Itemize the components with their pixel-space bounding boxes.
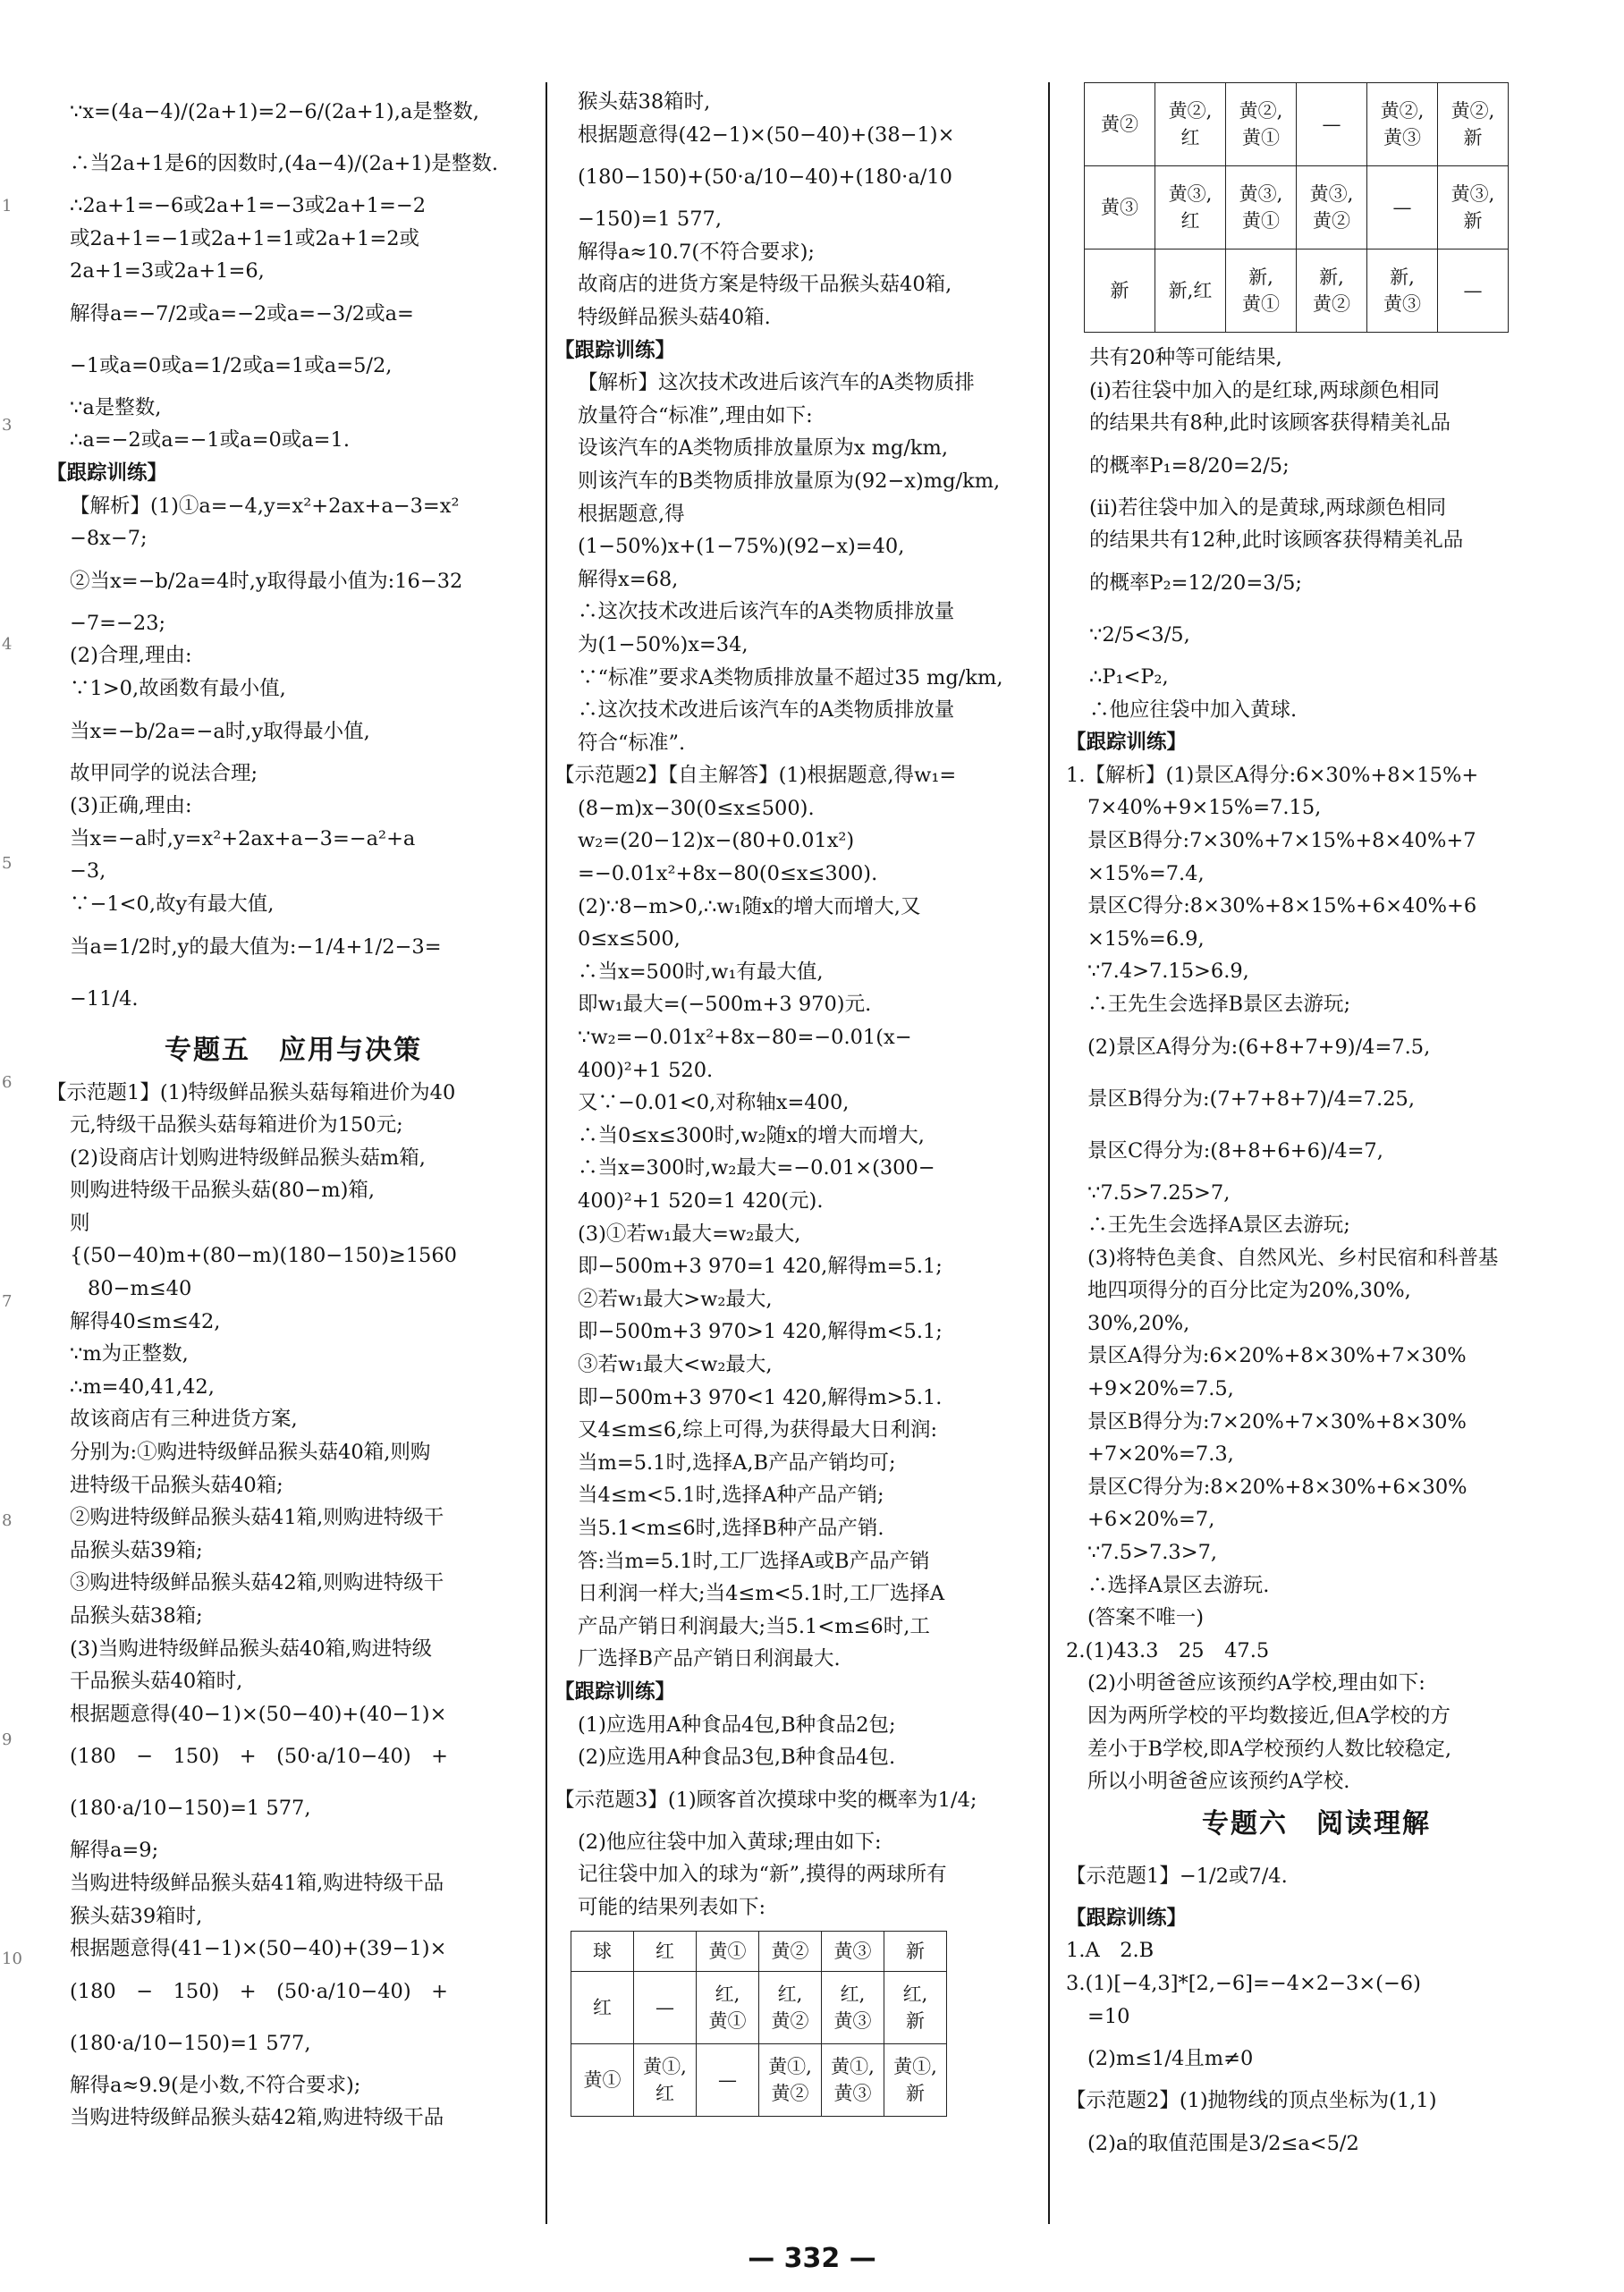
text-line: (3)正确,理由: [70,794,192,818]
text-line: ∵2/5<3/5, [1089,622,1190,647]
text-line: 放量符合“标准”,理由如下: [578,403,813,427]
text-line: 景区B得分为:7×20%+7×30%+8×30% [1087,1409,1467,1434]
text-line: 地四项得分的百分比定为20%,30%, [1087,1279,1411,1303]
text-line: (3)将特色美食、自然风光、乡村民宿和科普基 [1087,1246,1499,1270]
text-line: =10 [1087,2004,1130,2028]
margin-mark: 1 [2,197,13,216]
text-line: ∵a是整数, [70,395,162,419]
margin-mark: 8 [2,1511,13,1530]
text-line: ③购进特级鲜品猴头菇42箱,则购进特级干 [70,1571,444,1595]
text-line: ∴2a+1=−6或2a+1=−3或2a+1=−2 [70,194,427,217]
table-row [1085,166,1509,249]
col1-lines [47,86,540,1025]
text-line: 或2a+1=−1或2a+1=1或2a+1=2或 [70,226,420,250]
text-line: (2)应选用A种食品3包,B种食品4包. [578,1746,896,1770]
text-line: ∴a=−2或a=−1或a=0或a=1. [70,428,351,452]
text-line: ②若w₁最大>w₂最大, [578,1287,773,1311]
text-line: 7×40%+9×15%=7.15, [1087,796,1322,820]
table-cell: 红, 新 [884,1972,947,2044]
column-1 [47,86,540,2135]
text-line: 则 [70,1211,90,1235]
text-line: 当购进特级鲜品猴头菇42箱,购进特级干品 [70,2106,444,2130]
text-line: 进特级干品猴头菇40箱; [70,1473,283,1497]
text-line: 解得a=−7/2或a=−2或a=−3/2或a= [70,301,414,326]
text-line: 即−500m+3 970<1 420,解得m>5.1. [578,1385,943,1409]
text-line: (ⅰ)若往袋中加入的是红球,两球颜色相同 [1089,378,1440,402]
text-line: 【解析】这次技术改进后该汽车的A类物质排 [578,371,975,395]
text-line: 答:当m=5.1时,工厂选择A或B产品产销 [578,1549,930,1573]
text-line: ∵7.5>7.25>7, [1087,1180,1231,1205]
text-line: 【示范题3】(1)顾客首次摸球中奖的概率为1/4; [554,1788,977,1812]
table-cell: 黄① [697,1932,759,1972]
text-line: 【示范题1】(1)特级鲜品猴头菇每箱进价为40 [47,1080,456,1104]
text-line: (2)小明爸爸应该预约A学校,理由如下: [1087,1671,1425,1696]
text-line: 所以小明爸爸应该预约A学校. [1087,1770,1350,1794]
text-line: 即w₁最大=(−500m+3 970)元. [578,993,872,1017]
table-cell: 红 [634,1932,697,1972]
text-line: 【跟踪训练】 [1066,731,1188,755]
text-line: ∴他应往袋中加入黄球. [1089,698,1298,722]
table-cell: 黄③ [1085,166,1155,249]
text-line: +7×20%=7.3, [1087,1442,1234,1467]
text-line: 【解析】(1)①a=−4,y=x²+2ax+a−3=x² [70,494,460,518]
text-line: 2.(1)43.3 25 47.5 [1066,1638,1270,1662]
text-line: 【跟踪训练】 [47,461,168,485]
table-row [571,2044,947,2117]
text-line: 故甲同学的说法合理; [70,761,258,785]
table-cell: — [1367,166,1438,249]
table-cell: 红, 黄② [759,1972,822,2044]
margin-mark: 7 [2,1292,13,1311]
text-line: 即−500m+3 970=1 420,解得m=5.1; [578,1255,943,1279]
text-line: (2)a的取值范围是3/2≤a<5/2 [1087,2131,1359,2155]
text-line: (180−150)+(50·a/10−40)+(180·a/10 [578,165,952,190]
col1-lines-2 [47,1077,540,2135]
text-line: (2)∵8−m>0,∴w₁随x的增大而增大,又 [578,894,921,918]
result-table-part-1 [571,1931,947,2117]
column-3 [1066,86,1567,2169]
text-line: 则购进特级干品猴头菇(80−m)箱, [70,1179,376,1203]
text-line: 因为两所学校的平均数接近,但A学校的方 [1087,1704,1451,1728]
text-line: (3)当购进特级鲜品猴头菇40箱,购进特级 [70,1637,433,1661]
text-line: ∴这次技术改进后该汽车的A类物质排放量 [578,600,955,624]
text-line: 景区B得分为:(7+7+8+7)/4=7.25, [1087,1087,1415,1111]
text-line: ∵7.5>7.3>7, [1087,1541,1218,1565]
text-line: 猴头菇38箱时, [578,90,711,114]
text-line: ∴当0≤x≤300时,w₂随x的增大而增大, [578,1123,925,1147]
table-cell: — [1297,83,1367,166]
text-line: ∵−1<0,故y有最大值, [70,892,275,916]
text-line: 干品猴头菇40箱时, [70,1670,243,1694]
table-cell: 黄③, 黄② [1297,166,1367,249]
left-margin-marks [0,0,20,2292]
text-line: 【跟踪训练】 [1066,1906,1188,1930]
text-line: 0≤x≤500, [578,927,681,951]
text-line: ×15%=6.9, [1087,926,1205,951]
text-line: ∴王先生会选择A景区去游玩; [1087,1214,1350,1238]
text-line: ∴选择A景区去游玩. [1087,1573,1270,1597]
text-line: {(50−40)m+(80−m)(180−150)≥1560 [70,1244,457,1268]
text-line: 共有20种等可能结果, [1089,346,1282,369]
text-line: ∵7.4>7.15>6.9, [1087,960,1249,984]
text-line: 根据题意,得 [578,502,685,526]
section-title: 专题五 应用与决策 [165,1034,422,1066]
text-line: w₂=(20−12)x−(80+0.01x²) [578,829,855,853]
text-line: ∵w₂=−0.01x²+8x−80=−0.01(x− [578,1026,912,1050]
text-line: 即−500m+3 970>1 420,解得m<5.1; [578,1320,943,1344]
table-cell: 新, 黄① [1226,249,1297,333]
text-line: 解得a=9; [70,1839,159,1863]
margin-mark: 9 [2,1730,13,1749]
text-line: ∴王先生会选择B景区去游玩; [1087,992,1351,1016]
section-title: 专题六 阅读理解 [1202,1807,1431,1840]
text-line: 品猴头菇39箱; [70,1538,203,1562]
text-line: 元,特级干品猴头菇每箱进价为150元; [70,1113,403,1138]
table-cell: 黄①, 红 [634,2044,697,2117]
text-line: (2)他应往袋中加入黄球;理由如下: [578,1830,882,1854]
margin-mark: 3 [2,416,13,435]
text-line: 当x=−b/2a=−a时,y取得最小值, [70,719,370,743]
text-line: 分别为:①购进特级鲜品猴头菇40箱,则购 [70,1441,431,1465]
text-line: 3.(1)[−4,3]*[2,−6]=−4×2−3×(−6) [1066,1971,1421,1995]
text-line: 当a=1/2时,y的最大值为:−1/4+1/2−3= [70,935,442,959]
table-cell: — [697,2044,759,2117]
text-line: 厂选择B产品产销日利润最大. [578,1647,841,1671]
table-cell: 黄②, 黄① [1226,83,1297,166]
text-line: 景区A得分为:6×20%+8×30%+7×30% [1087,1344,1467,1368]
text-line: 的结果共有12种,此时该顾客获得精美礼品 [1089,529,1464,553]
text-line: (2)m≤1/4且m≠0 [1087,2047,1254,2071]
text-line: (2)景区A得分为:(6+8+7+9)/4=7.5, [1087,1035,1431,1059]
text-line: 当购进特级鲜品猴头菇41箱,购进特级干品 [70,1871,444,1895]
text-line: 品猴头菇38箱; [70,1604,203,1628]
table-cell: 黄①, 新 [884,2044,947,2117]
text-line: 的概率P₁=8/20=2/5; [1089,453,1290,478]
text-line: 【跟踪训练】 [554,338,676,362]
column-divider [1048,82,1050,2224]
text-line: −7=−23; [70,611,166,635]
table-cell: 新, 黄③ [1367,249,1438,333]
text-line: 400)²+1 520. [578,1058,714,1082]
text-line: (2)设商店计划购进特级鲜品猴头菇m箱, [70,1146,426,1170]
text-line: 解得a≈10.7(不符合要求); [578,240,816,264]
text-line: ∵m为正整数, [70,1342,189,1366]
text-line: 则该汽车的B类物质排放量原为(92−x)mg/km, [578,469,1001,493]
text-line: ×15%=7.4, [1087,861,1205,885]
table-cell: 黄③, 新 [1438,166,1509,249]
text-line: (2)合理,理由: [70,644,192,668]
text-line: 记往袋中加入的球为“新”,摸得的两球所有 [578,1863,947,1887]
text-line: 景区B得分:7×30%+7×15%+8×40%+7 [1087,828,1476,852]
table-row [571,1972,947,2044]
table-cell: 黄② [1085,83,1155,166]
text-line: ②购进特级鲜品猴头菇41箱,则购进特级干 [70,1506,444,1530]
text-line: 的概率P₂=12/20=3/5; [1089,571,1302,595]
margin-mark: 5 [2,854,13,873]
text-line: 可能的结果列表如下: [578,1895,766,1919]
text-line: 故该商店有三种进货方案, [70,1408,298,1432]
table-cell: 黄③, 红 [1155,166,1226,249]
text-line: ∴这次技术改进后该汽车的A类物质排放量 [578,698,955,723]
text-line: 符合“标准”. [578,731,686,755]
text-line: 【示范题2】【自主解答】(1)根据题意,得w₁= [554,764,957,788]
text-line: ∴当x=500时,w₁有最大值, [578,960,824,984]
text-line: =−0.01x²+8x−80(0≤x≤300). [578,862,878,886]
text-line: (1)应选用A种食品4包,B种食品2包; [578,1713,896,1737]
text-line: 产品产销日利润最大;当5.1<m≤6时,工 [578,1614,930,1638]
text-line: ∵x=(4a−4)/(2a+1)=2−6/(2a+1),a是整数, [70,100,479,123]
text-line: 解得40≤m≤42, [70,1309,221,1333]
table-cell: 黄②, 红 [1155,83,1226,166]
text-line: (答案不唯一) [1087,1606,1205,1630]
text-line: −1或a=0或a=1/2或a=1或a=5/2, [70,353,393,377]
text-line: ∵1>0,故函数有最小值, [70,676,286,700]
text-line: ∴当2a+1是6的因数时,(4a−4)/(2a+1)是整数. [70,152,499,175]
text-line: 【示范题2】(1)抛物线的顶点坐标为(1,1) [1066,2089,1437,2113]
text-line: 80−m≤40 [88,1277,192,1301]
page-number: — 332 — [748,2243,876,2274]
text-line: 30%,20%, [1087,1311,1190,1335]
margin-mark: 6 [2,1073,13,1092]
table-cell: 黄② [759,1932,822,1972]
table-cell: 黄②, 新 [1438,83,1509,166]
result-table-part-2 [1084,82,1509,333]
text-line: 【示范题1】−1/2或7/4. [1066,1864,1288,1888]
text-line: ③若w₁最大<w₂最大, [578,1352,773,1376]
text-line: 1.A 2.B [1066,1939,1155,1963]
text-line: (180·a/10−150)=1 577, [70,2031,311,2055]
text-line: 景区C得分为:8×20%+8×30%+6×30% [1087,1475,1468,1499]
column-2 [554,86,1039,2126]
text-line: 的结果共有8种,此时该顾客获得精美礼品 [1089,411,1451,436]
text-line: 设该汽车的A类物质排放量原为x mg/km, [578,436,949,461]
text-line: 根据题意得(42−1)×(50−40)+(38−1)× [578,123,955,147]
text-line: 当x=−a时,y=x²+2ax+a−3=−a²+a [70,826,416,850]
text-line: ∴m=40,41,42, [70,1374,215,1399]
text-line: −11/4. [70,986,139,1011]
text-line: 又4≤m≤6,综上可得,为获得最大日利润: [578,1418,938,1442]
text-line: ∴P₁<P₂, [1089,664,1169,689]
col2-lines [554,86,1039,1924]
text-line: 差小于B学校,即A学校预约人数比较稳定, [1087,1737,1452,1761]
text-line: (180·a/10−150)=1 577, [70,1797,311,1821]
text-line: +6×20%=7, [1087,1508,1215,1532]
text-line: +9×20%=7.5, [1087,1377,1234,1401]
text-line: (3)①若w₁最大=w₂最大, [578,1222,801,1246]
text-line: ∵“标准”要求A类物质排放量不超过35 mg/km, [578,665,1003,689]
table-cell: 红 [571,1972,634,2044]
table-cell: — [1438,249,1509,333]
margin-mark: 4 [2,635,13,654]
text-line: 特级鲜品猴头菇40箱. [578,305,771,329]
table-cell: 黄① [571,2044,634,2117]
text-line: 根据题意得(41−1)×(50−40)+(39−1)× [70,1937,447,1961]
table-row [571,1932,947,1972]
table-cell: 新,红 [1155,249,1226,333]
table-cell: 新, 黄② [1297,249,1367,333]
table-cell: 黄①, 黄③ [822,2044,884,2117]
text-line: 景区C得分:8×30%+8×15%+6×40%+6 [1087,894,1477,918]
text-line: −8x−7; [70,527,148,551]
table-cell: 黄②, 黄③ [1367,83,1438,166]
text-line: (1−50%)x+(1−75%)(92−x)=40, [578,535,905,559]
text-line: 解得x=68, [578,567,679,591]
text-line: 400)²+1 520=1 420(元). [578,1189,824,1213]
table-cell: 黄①, 黄② [759,2044,822,2117]
text-line: 猴头菇39箱时, [70,1904,203,1928]
text-line: 景区C得分为:(8+8+6+6)/4=7, [1087,1138,1383,1163]
text-line: 2a+1=3或2a+1=6, [70,259,265,283]
table-cell: 新 [1085,249,1155,333]
text-line: (180 − 150) + (50·a/10−40) + [70,1745,448,1769]
text-line: (8−m)x−30(0≤x≤500). [578,796,815,820]
table-cell: 黄③ [822,1932,884,1972]
table-cell: 红, 黄① [697,1972,759,2044]
text-line: 当4≤m<5.1时,选择A种产品产销; [578,1484,884,1508]
text-line: ②当x=−b/2a=4时,y取得最小值为:16−32 [70,569,463,593]
table-cell: — [634,1972,697,2044]
text-line: 【跟踪训练】 [554,1679,676,1704]
table-cell: 新 [884,1932,947,1972]
text-line: 当m=5.1时,选择A,B产品产销均可; [578,1450,896,1475]
text-line: 日利润一样大;当4≤m<5.1时,工厂选择A [578,1582,945,1606]
text-line: 当5.1<m≤6时,选择B种产品产销. [578,1516,884,1540]
text-line: ∴当x=300时,w₂最大=−0.01×(300− [578,1156,935,1180]
text-line: −150)=1 577, [578,207,722,232]
table-cell: 黄③, 黄① [1226,166,1297,249]
text-line: 又∵−0.01<0,对称轴x=400, [578,1091,850,1115]
column-divider [546,82,547,2224]
table-row [1085,83,1509,166]
text-line: 解得a≈9.9(是小数,不符合要求); [70,2073,361,2097]
text-line: 为(1−50%)x=34, [578,632,749,656]
text-line: (ⅱ)若往袋中加入的是黄球,两球颜色相同 [1089,495,1447,520]
text-line: 根据题意得(40−1)×(50−40)+(40−1)× [70,1702,447,1726]
table-cell: 球 [571,1932,634,1972]
table-cell: 红, 黄③ [822,1972,884,2044]
text-line: −3, [70,859,106,884]
text-line: (180 − 150) + (50·a/10−40) + [70,1979,448,2003]
text-line: 1.【解析】(1)景区A得分:6×30%+8×15%+ [1066,763,1479,787]
table-row [1085,249,1509,333]
text-line: 故商店的进货方案是特级干品猴头菇40箱, [578,273,952,297]
margin-mark: 10 [2,1949,22,1968]
col3-lines-2 [1066,1850,1567,2169]
col3-lines [1066,342,1567,1798]
